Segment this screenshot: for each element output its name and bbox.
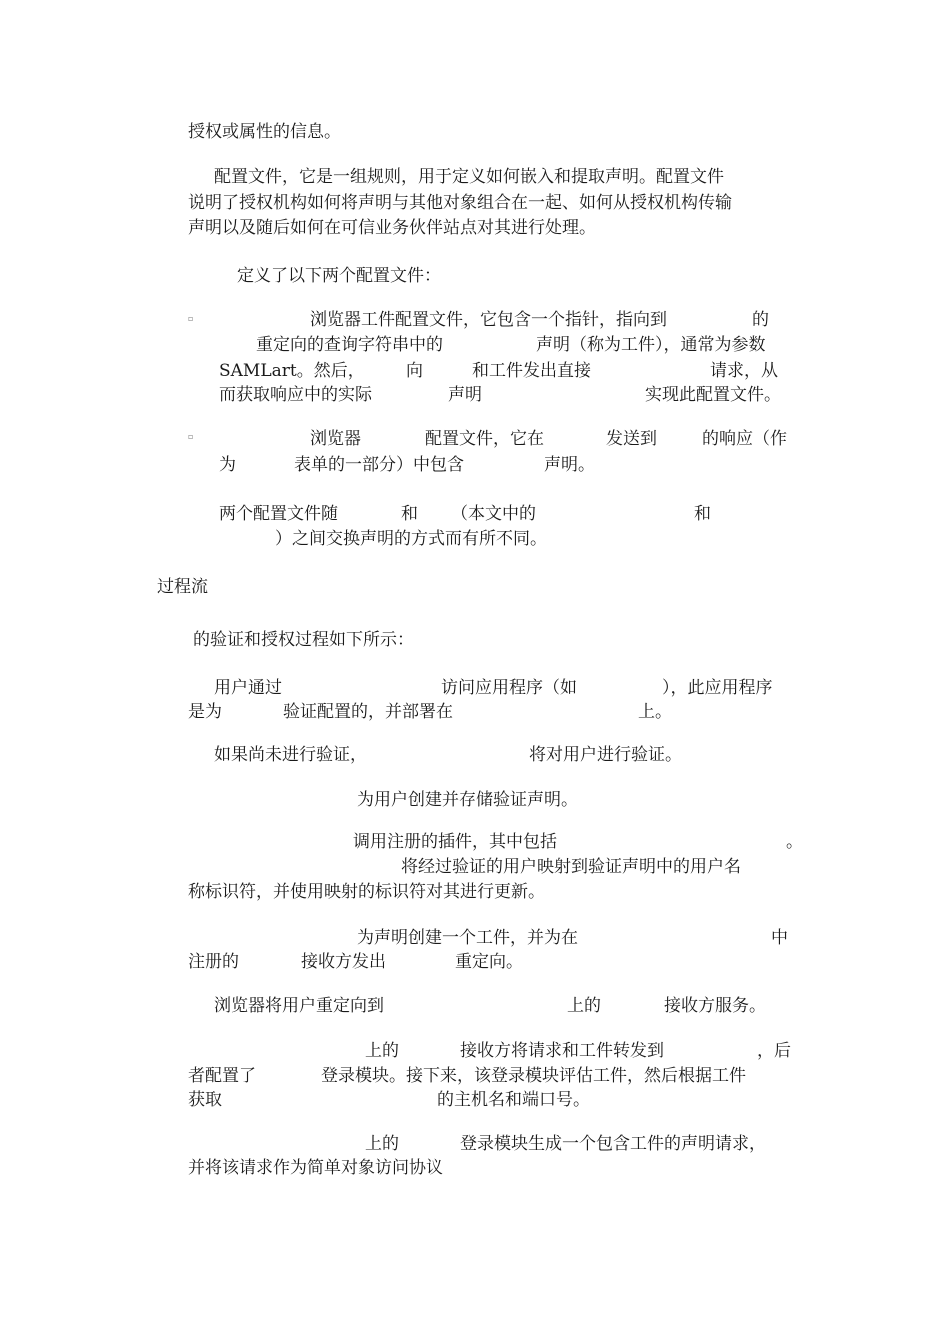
text-line: 是为 [188,702,222,722]
text-line: 为用户创建并存储验证声明。 [357,790,578,810]
text-line: 实现此配置文件。 [645,385,781,405]
text-line: SAMLart。然后， [219,361,365,381]
text-line: 声明以及随后如何在可信业务伙伴站点对其进行处理。 [188,218,596,238]
text-line: 而获取响应中的实际 [219,385,372,405]
bullet-icon: ▫ [188,432,194,441]
text-line: 浏览器工件配置文件，它包含一个指针，指向到 [310,310,667,330]
text-line: 说明了授权机构如何将声明与其他对象组合在一起、如何从授权机构传输 [188,193,732,213]
text-line: 上的 [567,996,601,1016]
text-line: 浏览器将用户重定向到 [214,996,384,1016]
text-line: 将对用户进行验证。 [529,745,682,765]
text-line: 浏览器 [310,429,361,449]
text-line: 如果尚未进行验证， [214,745,367,765]
text-line: 接收方将请求和工件转发到 [460,1041,664,1061]
text-line: 称标识符，并使用映射的标识符对其进行更新。 [188,882,545,902]
text-line: 登录模块生成一个包含工件的声明请求， [460,1134,766,1154]
text-line: 向 [406,361,423,381]
text-line: 的 [752,310,769,330]
text-line: ），此应用程序 [662,678,773,698]
text-line: 者配置了 [188,1066,256,1086]
text-line: 配置文件，它在 [425,429,544,449]
text-line: ）之间交换声明的方式而有所不同。 [275,529,547,549]
text-line: 为声明创建一个工件，并为在 [357,928,578,948]
text-line: 调用注册的插件，其中包括 [353,832,557,852]
text-line: 声明 [448,385,482,405]
section-heading: 过程流 [157,577,208,597]
text-line: 和 [401,504,418,524]
text-line: 为 [219,455,236,475]
text-line: 请求，从 [710,361,778,381]
text-line: 注册的 [188,952,239,972]
text-line: 访问应用程序（如 [441,678,577,698]
text-line: 和 [694,504,711,524]
text-line: 并将该请求作为简单对象访问协议 [188,1158,443,1178]
text-line: 配置文件，它是一组规则，用于定义如何嵌入和提取声明。配置文件 [214,167,724,187]
text-line: 获取 [188,1090,222,1110]
text-line: 重定向。 [455,952,523,972]
text-line: 发送到 [606,429,657,449]
text-line: 声明（称为工件），通常为参数 [536,335,766,355]
text-line: 和工件发出直接 [472,361,591,381]
text-line: 。 [786,832,803,852]
text-line: 两个配置文件随 [219,504,338,524]
text-line: 声明。 [544,455,595,475]
text-line: 的响应（作 [702,429,787,449]
text-line: 的验证和授权过程如下所示： [193,630,414,650]
text-line: 的主机名和端口号。 [437,1090,590,1110]
text-line: 上的 [365,1041,399,1061]
bullet-icon: ▫ [188,314,194,323]
text-line: 上的 [365,1134,399,1154]
text-line: 中 [771,928,788,948]
text-line: 接收方发出 [301,952,386,972]
text-line: 将经过验证的用户映射到验证声明中的用户名 [401,857,741,877]
text-line: 登录模块。接下来，该登录模块评估工件，然后根据工件 [321,1066,746,1086]
text-line: 授权或属性的信息。 [188,122,341,142]
text-line: 接收方服务。 [664,996,766,1016]
text-line: 上。 [638,702,672,722]
text-line: ，后 [757,1041,791,1061]
text-line: 表单的一部分）中包含 [294,455,464,475]
text-line: 定义了以下两个配置文件： [237,266,441,286]
text-line: 重定向的查询字符串中的 [256,335,443,355]
text-line: 验证配置的，并部署在 [283,702,453,722]
text-line: （本文中的 [451,504,536,524]
text-line: 用户通过 [214,678,282,698]
